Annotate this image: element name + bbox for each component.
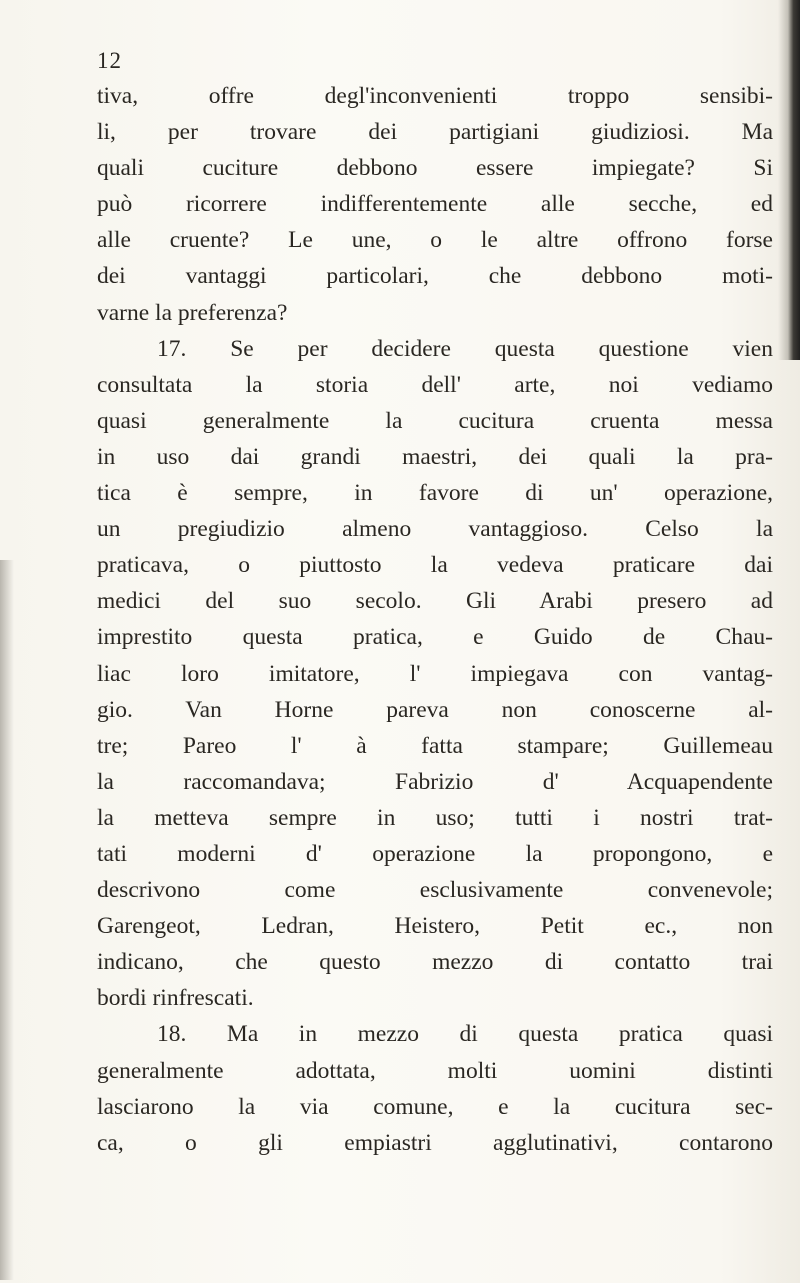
text-line: quali cuciture debbono essere impiegate? Si	[97, 155, 773, 182]
text-line: consultata la storia dell' arte, noi vediamo	[97, 371, 773, 398]
text-line: alle cruente? Le une, o le altre offrono forse	[97, 227, 773, 254]
text-line: liac loro imitatore, l' impiegava con vantag-	[97, 660, 773, 687]
text-line: indicano, che questo mezzo di contatto trai	[97, 949, 773, 976]
page-number: 12	[97, 48, 122, 73]
text-line: può ricorrere indifferentemente alle secche, ed	[97, 191, 773, 218]
paragraph-17-start: 17. Se per decidere questa questione vien	[157, 335, 773, 362]
text-line: li, per trovare dei partigiani giudiziosi. Ma	[97, 119, 773, 146]
page-edge-shadow	[0, 560, 14, 1280]
binding-shadow	[778, 0, 800, 360]
paragraph-18-start: 18. Ma in mezzo di questa pratica quasi	[157, 1021, 773, 1048]
text-line: la raccomandava; Fabrizio d' Acquapendente	[97, 768, 773, 795]
text-line: varne la preferenza?	[97, 299, 288, 326]
text-line: medici del suo secolo. Gli Arabi presero ad	[97, 588, 773, 615]
text-line: imprestito questa pratica, e Guido de Chau-	[97, 624, 773, 651]
text-line: in uso dai grandi maestri, dei quali la pra-	[97, 443, 773, 470]
text-line: la metteva sempre in uso; tutti i nostri trat-	[97, 804, 773, 831]
text-line: gio. Van Horne pareva non conoscerne al-	[97, 696, 773, 723]
text-line: tati moderni d' operazione la propongono, e	[97, 840, 773, 867]
text-line: lasciarono la via comune, e la cucitura sec-	[97, 1093, 773, 1120]
text-line: dei vantaggi particolari, che debbono moti-	[97, 263, 773, 290]
text-line: praticava, o piuttosto la vedeva praticare dai	[97, 552, 773, 579]
body-text	[97, 78, 773, 1161]
text-line: tre; Pareo l' à fatta stampare; Guillemeau	[97, 732, 773, 759]
text-line: generalmente adottata, molti uomini distinti	[97, 1057, 773, 1084]
text-line: ca, o gli empiastri agglutinativi, contarono	[97, 1129, 773, 1156]
text-line: quasi generalmente la cucitura cruenta messa	[97, 407, 773, 434]
text-line: bordi rinfrescati.	[97, 985, 254, 1012]
text-line: un pregiudizio almeno vantaggioso. Celso la	[97, 516, 773, 543]
text-line: tica è sempre, in favore di un' operazione,	[97, 480, 773, 507]
text-line: tiva, offre degl'inconvenienti troppo sensibi-	[97, 83, 773, 109]
text-line: Garengeot, Ledran, Heistero, Petit ec., non	[97, 913, 773, 940]
text-line: descrivono come esclusivamente convenevole;	[97, 877, 773, 904]
